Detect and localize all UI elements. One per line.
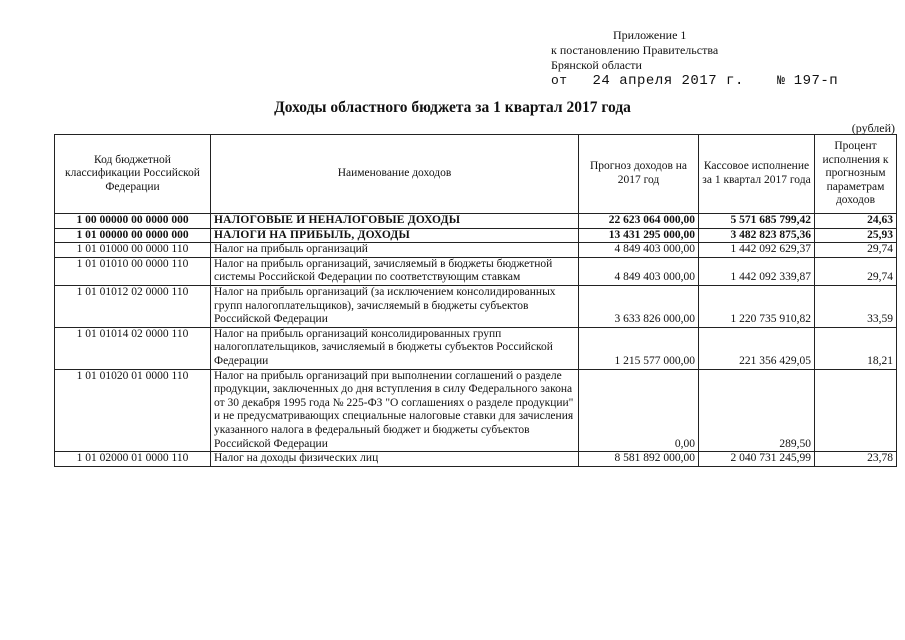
row-percent: 33,59: [815, 285, 897, 327]
row-code: 1 01 00000 00 0000 000: [55, 228, 211, 243]
row-actual: 2 040 731 245,99: [699, 452, 815, 467]
date-prefix: от: [551, 73, 568, 88]
row-forecast: 3 633 826 000,00: [579, 285, 699, 327]
row-forecast: 1 215 577 000,00: [579, 327, 699, 369]
date-value: 24 апреля 2017 г.: [592, 73, 744, 89]
row-forecast: 4 849 403 000,00: [579, 257, 699, 285]
table-row: [55, 243, 897, 258]
row-forecast: 22 623 064 000,00: [579, 214, 699, 229]
row-name: Налог на доходы физических лиц: [211, 452, 579, 467]
table-header-row: [55, 135, 897, 214]
row-actual: 1 220 735 910,82: [699, 285, 815, 327]
table-row: [55, 214, 897, 229]
row-forecast: 13 431 295 000,00: [579, 228, 699, 243]
row-code: 1 01 01014 02 0000 110: [55, 327, 211, 369]
row-code: 1 01 02000 01 0000 110: [55, 452, 211, 467]
header-actual: Кассовое исполнение за 1 квартал 2017 года: [699, 135, 815, 214]
row-percent: 25,93: [815, 228, 897, 243]
row-name: Налог на прибыль организаций при выполнении соглашений о разделе продукции, заключенных до дня вступления в силу Федерального закона от 30 декабря 1995 года № 225-ФЗ "О соглашениях о разделе продукции" и не предусматривающих специальные налоговые ставки для зачисления указанного налога в федеральный бюджет и бюджеты субъектов Российской Федерации: [211, 369, 579, 452]
header-code: Код бюджетной классификации Российской Федерации: [55, 135, 211, 214]
row-forecast: 8 581 892 000,00: [579, 452, 699, 467]
appendix-region: Брянской области: [551, 58, 642, 72]
row-code: 1 01 01020 01 0000 110: [55, 369, 211, 452]
row-name: НАЛОГОВЫЕ И НЕНАЛОГОВЫЕ ДОХОДЫ: [211, 214, 579, 229]
row-name: Налог на прибыль организаций, зачисляемый в бюджеты бюджетной системы Российской Федерации по соответствующим ставкам: [211, 257, 579, 285]
row-name: Налог на прибыль организаций консолидированных групп налогоплательщиков, зачисляемый в бюджеты субъектов Российской Федерации: [211, 327, 579, 369]
appendix-block: [551, 28, 838, 89]
revenue-table: [54, 134, 897, 467]
row-percent: 18,21: [815, 327, 897, 369]
row-actual: 289,50: [699, 369, 815, 452]
row-name: НАЛОГИ НА ПРИБЫЛЬ, ДОХОДЫ: [211, 228, 579, 243]
table-row: [55, 369, 897, 452]
row-forecast: 4 849 403 000,00: [579, 243, 699, 258]
units-label: (рублей): [851, 121, 895, 135]
document-title: Доходы областного бюджета за 1 квартал 2017 года: [274, 99, 631, 116]
table-row: [55, 257, 897, 285]
table-row: [55, 452, 897, 467]
row-code: 1 01 01000 00 0000 110: [55, 243, 211, 258]
header-forecast: Прогноз доходов на 2017 год: [579, 135, 699, 214]
row-percent: 29,74: [815, 243, 897, 258]
header-name: Наименование доходов: [211, 135, 579, 214]
header-percent: Процент исполнения к прогнозным параметрам доходов: [815, 135, 897, 214]
row-percent: 24,63: [815, 214, 897, 229]
row-name: Налог на прибыль организаций: [211, 243, 579, 258]
row-code: 1 01 01010 00 0000 110: [55, 257, 211, 285]
row-code: 1 01 01012 02 0000 110: [55, 285, 211, 327]
table-row: [55, 285, 897, 327]
row-actual: 5 571 685 799,42: [699, 214, 815, 229]
row-actual: 1 442 092 629,37: [699, 243, 815, 258]
appendix-date-line: [551, 73, 838, 89]
row-actual: 3 482 823 875,36: [699, 228, 815, 243]
row-name: Налог на прибыль организаций (за исключением консолидированных групп налогоплательщиков), зачисляемый в бюджеты субъектов Российской Федерации: [211, 285, 579, 327]
row-actual: 1 442 092 339,87: [699, 257, 815, 285]
row-actual: 221 356 429,05: [699, 327, 815, 369]
row-code: 1 00 00000 00 0000 000: [55, 214, 211, 229]
number-value: 197-п: [793, 73, 839, 89]
row-forecast: 0,00: [579, 369, 699, 452]
appendix-title: Приложение 1: [613, 28, 687, 42]
row-percent: 29,74: [815, 257, 897, 285]
table-row: [55, 228, 897, 243]
number-prefix: №: [777, 73, 786, 88]
row-percent: 23,78: [815, 452, 897, 467]
table-row: [55, 327, 897, 369]
appendix-decree: к постановлению Правительства: [551, 43, 719, 57]
row-percent: [815, 369, 897, 452]
